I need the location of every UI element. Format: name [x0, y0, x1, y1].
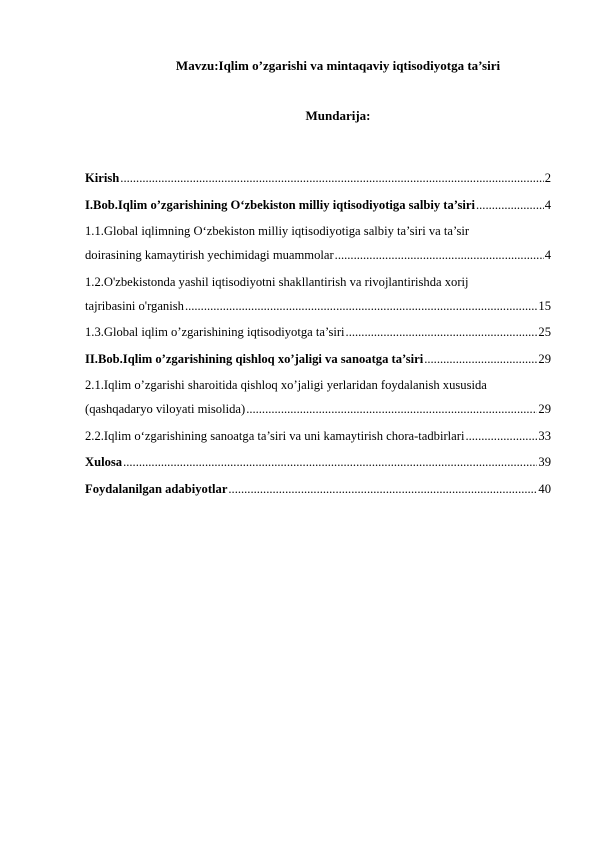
toc-entry[interactable]: [85, 373, 551, 421]
dot-leader: [424, 347, 537, 371]
toc-entry[interactable]: [85, 219, 551, 267]
dot-leader: [335, 243, 544, 267]
dot-leader: [185, 294, 537, 318]
toc-entry-page: 29: [538, 402, 551, 416]
toc-entry[interactable]: [85, 477, 551, 501]
toc-entry[interactable]: [85, 166, 551, 190]
toc-entry-page: 4: [544, 248, 551, 262]
document-topic: Mavzu:Iqlim o’zgarishi va mintaqaviy iqtisodiyotga ta’siri: [175, 58, 501, 73]
toc-entry-title: tajribasini o'rganish: [85, 298, 184, 313]
toc-entry-page: 4: [544, 197, 551, 212]
toc-entry-first-line: 1.1.Global iqlimning O‘zbekiston milliy iqtisodiyotiga salbiy ta’siri va ta’sir: [85, 224, 470, 238]
toc-entry-title: Foydalanilgan adabiyotlar: [85, 481, 228, 496]
toc-entry-page: 39: [538, 455, 551, 469]
toc-entry-page: 29: [538, 351, 551, 366]
toc-entry-title: I.Bob.Iqlim o’zgarishining O‘zbekiston milliy iqtisodiyotiga salbiy ta’siri: [85, 197, 475, 212]
toc-entry-first-line: 2.1.Iqlim o’zgarishi sharoitida qishloq xo’jaligi yerlaridan foydalanish xususida: [85, 378, 487, 392]
dot-leader: [476, 193, 544, 217]
table-of-contents: [85, 166, 551, 503]
toc-entry[interactable]: [85, 347, 551, 371]
toc-entry-title: (qashqadaryo viloyati misolida): [85, 402, 246, 416]
dot-leader: [120, 166, 543, 190]
toc-entry[interactable]: [85, 424, 551, 448]
toc-entry-title: Kirish: [85, 171, 120, 185]
dot-leader: [346, 320, 538, 344]
toc-entry-title: doirasining kamaytirish yechimidagi muammolar: [85, 248, 334, 262]
dot-leader: [246, 397, 537, 421]
toc-entry[interactable]: [85, 270, 551, 318]
toc-entry[interactable]: [85, 193, 551, 217]
toc-entry-title: Xulosa: [85, 455, 123, 469]
toc-entry-page: 2: [544, 171, 551, 185]
toc-entry[interactable]: [85, 320, 551, 344]
toc-entry-page: 15: [538, 298, 551, 313]
toc-entry-title: 1.3.Global iqlim o’zgarishining iqtisodiyotga ta’siri: [85, 325, 345, 339]
toc-entry[interactable]: [85, 450, 551, 474]
toc-entry-first-line: 1.2.O'zbekistonda yashil iqtisodiyotni shakllantirish va rivojlantirishda xorij: [85, 274, 469, 289]
toc-entry-page: 33: [538, 428, 551, 443]
dot-leader: [228, 477, 537, 501]
toc-entry-page: 25: [538, 325, 551, 339]
contents-heading: Mundarija:: [305, 108, 371, 123]
toc-entry-title: 2.2.Iqlim o‘zgarishining sanoatga ta’siri va uni kamaytirish chora-tadbirlari: [85, 428, 465, 443]
dot-leader: [465, 424, 537, 448]
toc-entry-title: II.Bob.Iqlim o’zgarishining qishloq xo’jaligi va sanoatga ta’siri: [85, 351, 424, 366]
toc-entry-page: 40: [538, 481, 551, 496]
dot-leader: [123, 450, 537, 474]
